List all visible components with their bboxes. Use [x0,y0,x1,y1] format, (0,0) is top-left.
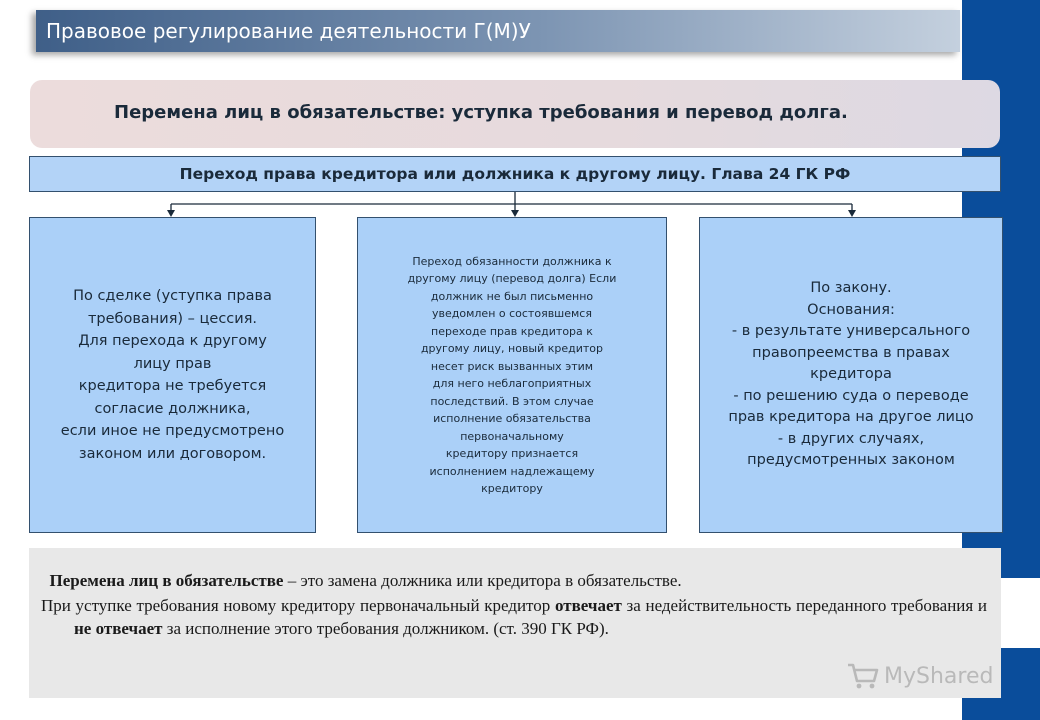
definition-text [41,570,987,640]
definition-rest: – это замена должника или кредитора в обязательстве. [283,571,682,590]
definition-p2-a: При уступке требования новому кредитору первоначальный кредитор [41,596,555,615]
arrow-right-icon [848,210,856,217]
watermark-text: MyShared [884,663,994,689]
definition-line-1 [41,570,987,592]
header-title: Правовое регулирование деятельности Г(М)У [46,19,531,43]
cart-icon [846,661,880,691]
definition-bold-2: не отвечает [74,619,163,638]
watermark-logo [846,659,993,693]
arrow-center-icon [511,210,519,217]
definition-p2-b: за недействительность переданного требования и [621,596,987,615]
definition-term: Перемена лиц в обязательстве [49,571,284,590]
box-by-transaction [29,217,316,533]
box-by-law [699,217,1003,533]
chapter-bar-text: Переход права кредитора или должника к другому лицу. Глава 24 ГК РФ [179,165,851,183]
arrow-left-icon [167,210,175,217]
box-by-transaction-text: По сделке (уступка права требования) – цессия. Для перехода к другому лицу прав кредитора не требуется согласие должника, если иное не предусмотрено законом или договором. [60,288,285,462]
slide-subtitle: Перемена лиц в обязательстве: уступка требования и перевод долга. [114,102,848,123]
box-by-law-text: По закону. Основания: - в результате универсального правопреемства в правах кредитора - по решению суда о переводе прав кредитора на другое лицо - в других случаях, предусмотренных законом [728,280,974,469]
definition-bold-1: отвечает [554,596,622,615]
box-debt-transfer [357,217,667,533]
definition-line-2 [41,594,987,640]
definition-p2-c: за исполнение этого требования должником. (ст. 390 ГК РФ). [162,619,609,638]
box-debt-transfer-text: Переход обязанности должника к другому лицу (перевод долга) Если должник не был письменно уведомлен о состоявшемся переходе прав кредитора к другому лицу, новый кредитор несет риск вызванных этим для него неблагоприятных последствий. В этом случае исполнение обязательства первоначальному кредитору признается исполнением надлежащему кредитору [407,254,617,495]
